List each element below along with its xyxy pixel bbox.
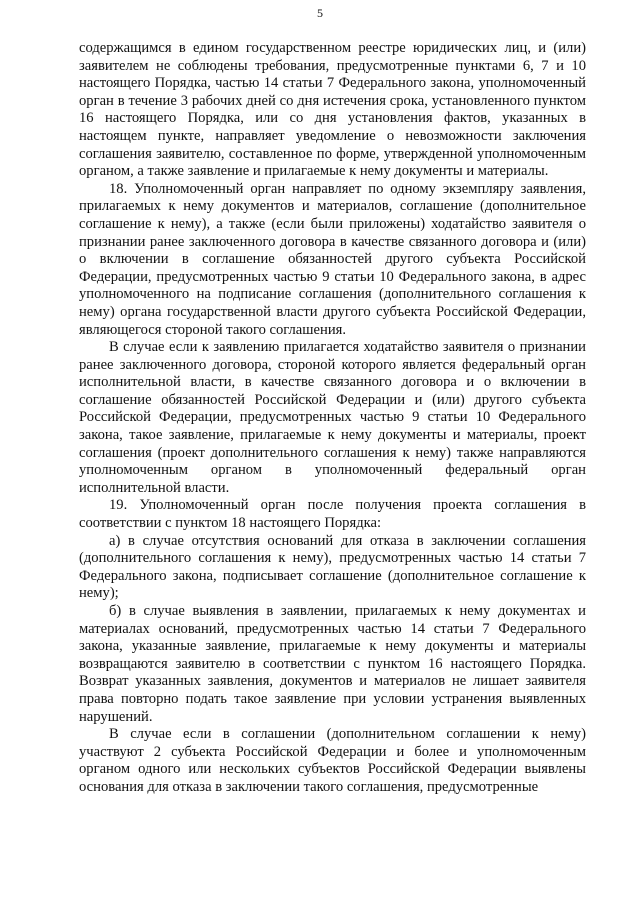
document-body	[79, 40, 586, 797]
paragraph: 19. Уполномоченный орган после получения проекта соглашения в соответствии с пунктом 18 настоящего Порядка:	[79, 497, 586, 532]
paragraph: а) в случае отсутствия оснований для отказа в заключении соглашения (дополнительного соглашения к нему), предусмотренных частью 14 статьи 7 Федерального закона, подписывает соглашение (дополнительное соглашение к нему);	[79, 532, 586, 602]
paragraph: В случае если в соглашении (дополнительном соглашении к нему) участвуют 2 субъекта Российской Федерации и более и уполномоченным органом одного или нескольких субъектов Российской Федерации выявлены основания для отказа в заключении такого соглашения, предусмотренные	[79, 726, 586, 795]
paragraph: В случае если к заявлению прилагается ходатайство заявителя о признании ранее заключенного договора, стороной которого является федеральный орган исполнительной власти, в качестве связанного договора и о включении в соглашение обязанностей Российской Федерации и (или) другого субъекта Российской Федерации, предусмотренных частью 9 статьи 10 Федерального закона, такое заявление, прилагаемые к нему документы и материалы, проект соглашения (проект дополнительного соглашения к нему) также направляются уполномоченным органом в уполномоченный федеральный орган исполнительной власти.	[79, 339, 586, 496]
paragraph: содержащимся в едином государственном реестре юридических лиц, и (или) заявителем не соблюдены требования, предусмотренные пунктами 6, 7 и 10 настоящего Порядка, частью 14 статьи 7 Федерального закона, уполномоченный орган в течение 3 рабочих дней со дня истечения срока, установленного пунктом 16 настоящего Порядка, или со дня установления фактов, указанных в настоящем пункте, направляет уведомление о невозможности заключения соглашения заявителю, составленное по форме, утвержденной уполномоченным органом, а также заявление и прилагаемые к нему документы и материалы.	[79, 40, 586, 180]
paragraph: 18. Уполномоченный орган направляет по одному экземпляру заявления, прилагаемых к нему документов и материалов, соглашение (дополнительное соглашение к нему), а также (если были приложены) ходатайство заявителя о признании ранее заключенного договора в качестве связанного договора и (или) о включении в соглашение обязанностей другого субъекта Российской Федерации, предусмотренных частью 9 статьи 10 Федерального закона, в адрес уполномоченного на подписание соглашения (дополнительного соглашения к нему) органа государственной власти другого субъекта Российской Федерации, являющегося стороной такого соглашения.	[79, 180, 586, 338]
page-number: 5	[317, 6, 323, 20]
paragraph: б) в случае выявления в заявлении, прилагаемых к нему документах и материалах оснований, предусмотренных частью 14 статьи 7 Федерального закона, указанные заявление, прилагаемые к нему документы и материалы возвращаются заявителю в соответствии с пунктом 16 настоящего Порядка. Возврат указанных заявления, документов и материалов не лишает заявителя права повторно подать такое заявление при условии устранения выявленных нарушений.	[79, 603, 586, 725]
